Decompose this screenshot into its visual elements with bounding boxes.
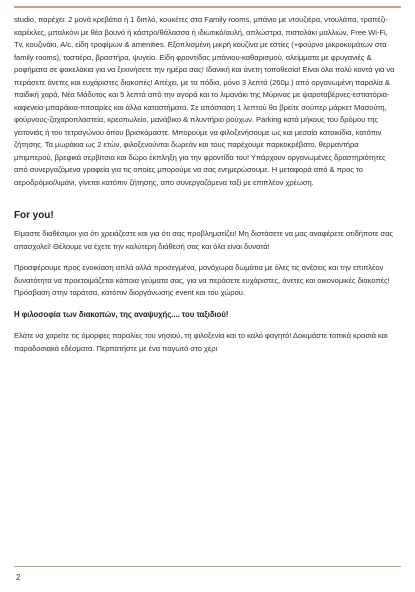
- availability-paragraph: Είμαστε διαθέσιμοι για ότι χρειάζεστε και για ότι σας προβληματίζει! Μη διστάσετε να μας αναφέρετε οτιδήποτε σας απασχολεί! Θέλουμε να έχετε την καλύτερη διάθεσή σας και όλα είναι δυνατά!: [14, 229, 394, 251]
- section-heading-for-you: For you!: [14, 210, 54, 221]
- rooms-paragraph: Προσφέρουμε προς ενοικίαση απλά αλλά προσεγμένα, μονόχωρα δωμάτια με όλες τις ανέσεις και την επιπλέον δυνατότητα να προετοιμάζεται κάποια γεύματα σας, για να περάσετε ευχάριστες, άνετες και οικονομικές διακοπές! Πρόσβαση στην ταράτσα, κατόπιν διοργάνωσης event και του χώρου.: [14, 263, 390, 297]
- invitation-paragraph: Ελάτε να χαρείτε τις όμορφες παραλίες του νησιού, τη φιλοξενία και το καλό φαγητό! Δοκιμάστε τοπικά κρασιά και παραδοσιακά εδέσματα. Περπατήστε με ένα παγωτό στο χέρι: [14, 331, 388, 353]
- bottom-divider: [14, 566, 401, 567]
- philosophy-heading: Η φιλοσοφία των διακοπών, της αναψυχής.... του ταξιδιού!: [14, 309, 229, 319]
- top-divider: [14, 6, 401, 8]
- intro-paragraph: studio, παρέχει: 2 μονά κρεβάτια ή 1 διπλό, κουκέτες στα Family rooms, μπάνιο με ντουζιέρα, ντουλάπα, τραπέζι-καρέκλες, μπαλκόνι με θέα βουνό ή κάστρο/θάλασσα ή ιδιωτικό/αυλή, απλώστρα, πιστολάκι μαλλιών, Free Wi-Fi, Tv, κουζινάκι, A/c, είδη τροφίμων & amenities. Εξοπλισμένη μικρή κουζίνα με εστίες (+φούρνο μικροκυμάτων στα family rooms), τοστιέρα, βραστήρα, ψυγείο. Είδη φροντίδας μπάνιου-καθαρισμού, αλείμματα με φρυγανιές & ροφήματα σε φακελάκια για να ξεκινήσετε την ημέρα σας! Ιδανική και άνετη τοποθεσία! Είναι όλα πολύ κοντά για να περάσετε άνετες και ευχάριστες διακοπές! Απέχει, με τα πόδια, μόνο 3 λεπτά (260μ.) από οργανωμένη παραλία & παιδική χαρά, Νέα Μάδυτος και 5 λεπτά από την αγορά και το λιμανάκι της Μύρινας με ψαροταβέρνες-εστιατόρια-καφενεία-μπαράκια-πιτσαρίες και άλλα καταστήματα. Σε απόσταση 1 λεπτού θα βρείτε σούπερ μάρκετ Μασούτη, φούρνους-ζαχαροπλαστεία, κρεοπωλείο, μανάβικο & πλυντήριο ρούχων. Parking κατά μήκους του δρόμου της γειτονιάς ή του τετραγώνου όπου βρισκόμαστε. Μπορούμε να φιλοξενήσουμε ως και μεσαία κατοικίδια, κατόπιν ζήτησης. Τα μωράκια ως 2 ετών, φιλοξενούνται δωρεάν και τους παρέχουμε παρκοκρέβατο, θερμαντήρα μπιμπερού, βρεφικά σερβίτσια και δώρο έκπληξη για την φροντίδα του! Υπάρχουν οργανωμένες δραστηριότητες από συνεργαζόμενα γραφεία για τις οποίες μπορούμε να σας ενημερώσουμε. Η μεταφορά από & προς το αεροδρόμιο/λιμάνι, γίνεται κατόπιν ζήτησης, απο συνεργαζόμενα ταξί με επιπλέον χρέωση.: [14, 15, 395, 187]
- page-number: 2: [16, 573, 21, 582]
- document-body: [14, 14, 399, 364]
